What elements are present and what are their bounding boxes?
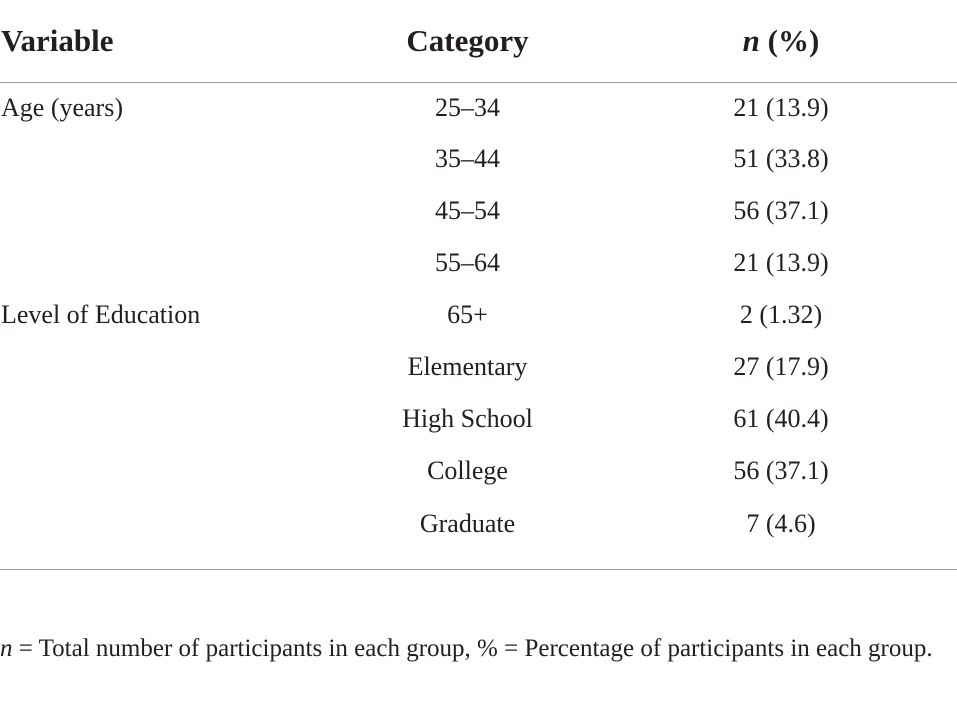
table-header (0, 0, 957, 83)
table-row (0, 393, 957, 445)
table-row (0, 133, 957, 185)
footnote-n-symbol: n (0, 635, 13, 662)
header-n-symbol: n (742, 23, 760, 58)
cell-category: Elementary (407, 351, 528, 381)
cell-variable (0, 393, 330, 445)
header-row (0, 0, 957, 83)
cell-category: High School (402, 403, 533, 433)
cell-variable (0, 237, 330, 289)
cell-category: College (427, 455, 508, 485)
table-row (0, 445, 957, 497)
cell-variable (0, 185, 330, 237)
table-row (0, 497, 957, 551)
table-row (0, 341, 957, 393)
table-body (0, 83, 957, 551)
cell-category: 25–34 (435, 93, 500, 122)
cell-value: 56 (37.1) (733, 455, 829, 485)
table-row (0, 83, 957, 133)
cell-value: 21 (13.9) (733, 93, 829, 122)
cell-category: Graduate (419, 508, 516, 538)
cell-variable (0, 445, 330, 497)
cell-variable (0, 497, 330, 551)
cell-variable (0, 133, 330, 185)
cell-value: 7 (4.6) (746, 508, 816, 538)
cell-variable (0, 341, 330, 393)
table-footnote (0, 630, 940, 668)
cell-value: 2 (1.32) (739, 299, 823, 329)
cell-value: 21 (13.9) (733, 247, 829, 277)
cell-variable: Level of Education (1, 299, 201, 329)
cell-category: 55–64 (435, 247, 500, 277)
table-bottom-rule (0, 569, 957, 570)
cell-category: 35–44 (435, 143, 500, 173)
cell-value: 27 (17.9) (733, 351, 829, 381)
cell-value: 56 (37.1) (733, 195, 829, 225)
header-variable: Variable (0, 0, 330, 83)
cell-variable: Age (years) (1, 93, 123, 122)
header-n-percent (605, 0, 957, 83)
cell-value: 51 (33.8) (733, 143, 829, 173)
header-category: Category (330, 0, 605, 83)
table-row (0, 237, 957, 289)
footnote-text: = Total number of participants in each group, % = Percentage of participants in each group. (12, 635, 933, 662)
header-n-suffix: (%) (759, 23, 820, 58)
cell-value: 61 (40.4) (733, 403, 829, 433)
table-row (0, 289, 957, 341)
table-row (0, 185, 957, 237)
cell-category: 65+ (447, 299, 488, 329)
cell-category: 45–54 (435, 195, 500, 225)
